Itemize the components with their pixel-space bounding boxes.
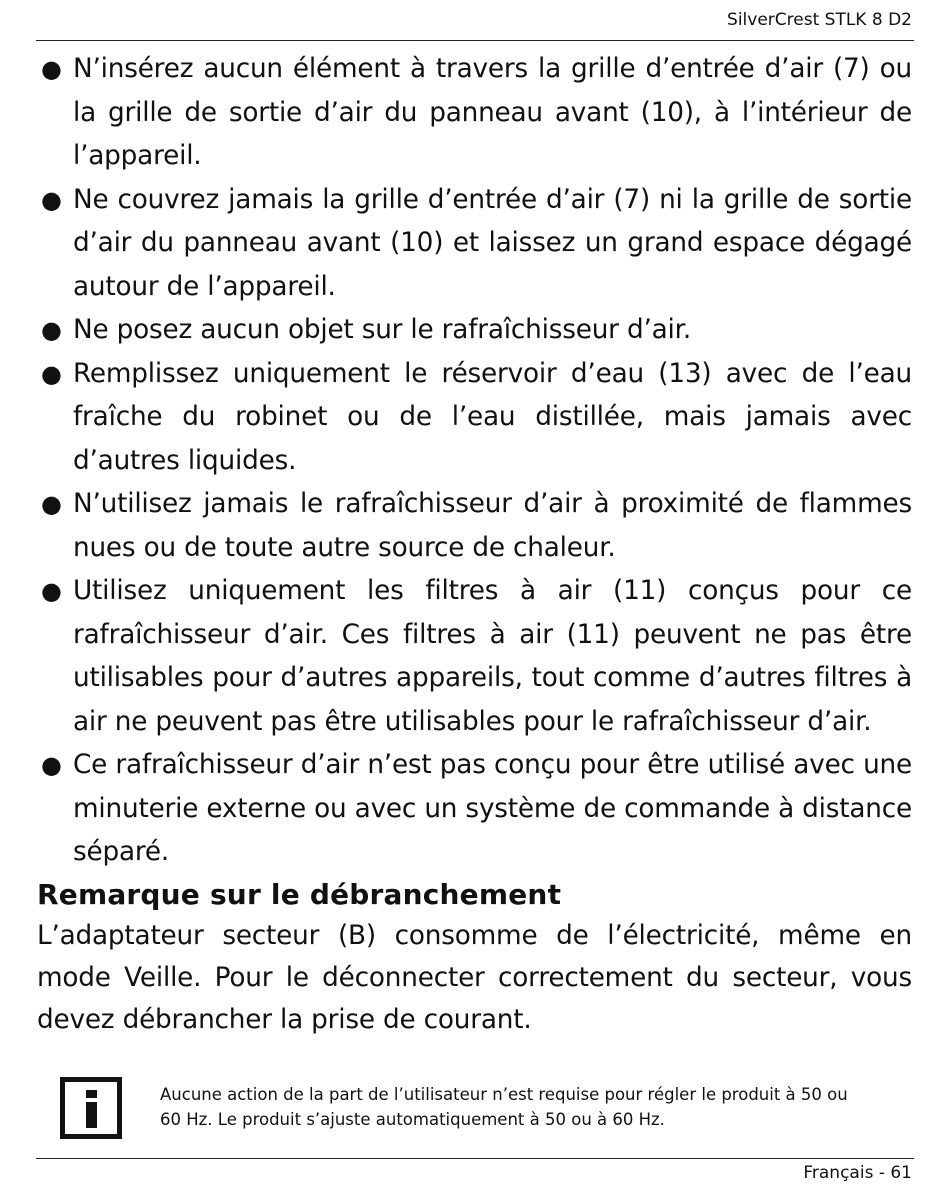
list-item-text: Ce rafraîchisseur d’air n’est pas conçu pour être utilisé avec une minuterie externe ou avec un système de commande à distance séparé.	[73, 750, 912, 867]
list-item	[37, 309, 912, 353]
list-item	[37, 48, 912, 179]
list-item-text: Remplissez uniquement le réservoir d’eau (13) avec de l’eau fraîche du robinet ou de l’eau distillée, mais jamais avec d’autres liquides.	[73, 358, 912, 476]
section-heading: Remarque sur le débranchement	[37, 877, 562, 911]
list-item	[37, 744, 912, 875]
safety-bullet-list	[37, 48, 912, 875]
bullet-icon: ●	[41, 185, 62, 214]
bullet-icon: ●	[41, 751, 62, 779]
page-number: Français - 61	[803, 1163, 912, 1183]
list-item	[37, 353, 912, 484]
footer-divider	[36, 1158, 914, 1159]
list-item-text: Ne couvrez jamais la grille d’entrée d’air (7) ni la grille de sortie d’air du panneau avant (10) et laissez un grand espace dégagé autour de l’appareil.	[73, 184, 912, 302]
bullet-icon: ●	[41, 577, 62, 605]
list-item	[37, 570, 912, 744]
bullet-icon: ●	[41, 316, 62, 344]
page-content	[37, 48, 912, 1041]
list-item-text: N’insérez aucun élément à travers la grille d’entrée d’air (7) ou la grille de sortie d’air du panneau avant (10), à l’intérieur de l’appareil.	[73, 54, 912, 171]
info-icon	[60, 1077, 122, 1139]
bullet-icon: ●	[41, 359, 62, 388]
list-item	[37, 483, 912, 570]
info-note-line: Aucune action de la part de l’utilisateur n’est requise pour régler le produit à 50 ou	[160, 1085, 848, 1104]
page-header: SilverCrest STLK 8 D2	[727, 10, 912, 30]
list-item-text: N’utilisez jamais le rafraîchisseur d’air à proximité de flammes nues ou de toute autre source de chaleur.	[73, 489, 912, 563]
section-body: L’adaptateur secteur (B) consomme de l’électricité, même en mode Veille. Pour le déconnecter correctement du secteur, vous devez débrancher la prise de courant.	[37, 920, 912, 1035]
header-divider	[36, 40, 914, 41]
list-item	[37, 179, 912, 310]
list-item-text: Ne posez aucun objet sur le rafraîchisseur d’air.	[73, 315, 691, 345]
bullet-icon: ●	[41, 55, 62, 83]
bullet-icon: ●	[41, 490, 62, 518]
info-note-line: 60 Hz. Le produit s’ajuste automatiquement à 50 ou à 60 Hz.	[160, 1110, 665, 1129]
list-item-text: Utilisez uniquement les filtres à air (11) conçus pour ce rafraîchisseur d’air. Ces filtres à air (11) peuvent ne pas être utilisables pour d’autres appareils, tout comme d’autres filtres à air ne peuvent pas être utilisables pour le rafraîchisseur d’air.	[73, 576, 912, 737]
info-note	[160, 1082, 880, 1132]
